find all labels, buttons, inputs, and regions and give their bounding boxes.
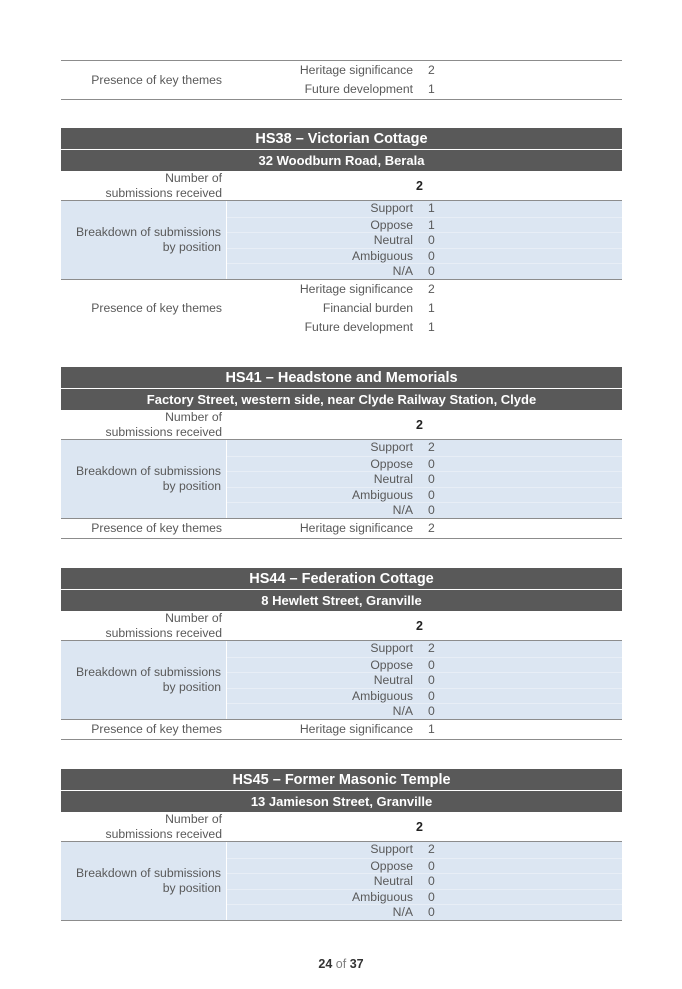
- current-page: 24: [318, 957, 333, 971]
- themes-values: [227, 519, 622, 538]
- position-item: N/A 0: [227, 703, 622, 719]
- submissions-label: Number of submissions received: [105, 610, 222, 640]
- breakdown-values: [227, 842, 622, 920]
- submissions-row: [61, 611, 622, 641]
- theme-item: Future development 1: [304, 319, 435, 334]
- item-title: HS41 – Headstone and Memorials: [61, 367, 622, 389]
- themes-row: [61, 280, 622, 337]
- themes-row: [61, 60, 622, 100]
- position-item: Oppose 0: [227, 657, 622, 673]
- themes-row: [61, 720, 622, 740]
- position-item: N/A 0: [227, 502, 622, 518]
- position-item: N/A 0: [227, 263, 622, 279]
- themes-row: [61, 519, 622, 539]
- position-item: Support 2: [370, 440, 435, 454]
- breakdown-label: Breakdown of submissions by position: [61, 842, 227, 920]
- position-item: Neutral 0: [227, 672, 622, 688]
- page-number: [0, 957, 682, 971]
- item-address: 32 Woodburn Road, Berala: [61, 150, 622, 171]
- partial-table: [61, 60, 622, 100]
- breakdown-row: [61, 201, 622, 280]
- submissions-row: [61, 171, 622, 201]
- position-item: N/A 0: [227, 904, 622, 920]
- themes-values: [227, 61, 622, 99]
- theme-item: Heritage significance 1: [299, 721, 435, 736]
- position-item: Oppose 1: [227, 217, 622, 233]
- themes-label: Presence of key themes: [91, 721, 222, 736]
- position-item: Ambiguous 0: [227, 487, 622, 503]
- theme-item: Heritage significance 2: [299, 281, 435, 296]
- position-item: Ambiguous 0: [227, 248, 622, 264]
- position-item: Ambiguous 0: [227, 688, 622, 704]
- heritage-table-hs41: [61, 367, 622, 539]
- submissions-row: [61, 812, 622, 842]
- submissions-count: 2: [416, 618, 423, 633]
- breakdown-label: Breakdown of submissions by position: [61, 641, 227, 719]
- position-item: Support 2: [370, 842, 435, 856]
- submissions-label: Number of submissions received: [105, 409, 222, 439]
- theme-item: Heritage significance 2: [299, 520, 435, 535]
- submissions-count: 2: [416, 417, 423, 432]
- submissions-count: 2: [416, 178, 423, 193]
- item-address: Factory Street, western side, near Clyde Railway Station, Clyde: [61, 389, 622, 410]
- themes-label: Presence of key themes: [91, 520, 222, 535]
- breakdown-row: [61, 842, 622, 921]
- breakdown-label: Breakdown of submissions by position: [61, 201, 227, 279]
- position-item: Neutral 0: [227, 232, 622, 248]
- item-address: 13 Jamieson Street, Granville: [61, 791, 622, 812]
- heritage-table-hs38: [61, 128, 622, 337]
- position-item: Oppose 0: [227, 858, 622, 874]
- position-item: Neutral 0: [227, 471, 622, 487]
- position-item: Ambiguous 0: [227, 889, 622, 905]
- page-of: of: [335, 957, 347, 971]
- breakdown-values: [227, 201, 622, 279]
- theme-item: Heritage significance 2: [299, 63, 435, 77]
- item-title: HS45 – Former Masonic Temple: [61, 769, 622, 791]
- themes-values: [227, 280, 622, 337]
- themes-label: Presence of key themes: [91, 72, 222, 87]
- breakdown-row: [61, 440, 622, 519]
- position-item: Oppose 0: [227, 456, 622, 472]
- item-address: 8 Hewlett Street, Granville: [61, 590, 622, 611]
- breakdown-row: [61, 641, 622, 720]
- heritage-table-hs44: [61, 568, 622, 740]
- themes-label: Presence of key themes: [91, 300, 222, 315]
- theme-item: Future development 1: [304, 82, 435, 96]
- submissions-label: Number of submissions received: [105, 170, 222, 200]
- position-item: Support 2: [370, 641, 435, 655]
- item-title: HS38 – Victorian Cottage: [61, 128, 622, 150]
- submissions-label: Number of submissions received: [105, 811, 222, 841]
- breakdown-values: [227, 641, 622, 719]
- position-item: Support 1: [370, 201, 435, 215]
- item-title: HS44 – Federation Cottage: [61, 568, 622, 590]
- heritage-table-hs45: [61, 769, 622, 921]
- theme-item: Financial burden 1: [322, 300, 435, 315]
- submissions-count: 2: [416, 819, 423, 834]
- submissions-row: [61, 410, 622, 440]
- position-item: Neutral 0: [227, 873, 622, 889]
- themes-values: [227, 720, 622, 739]
- breakdown-values: [227, 440, 622, 518]
- total-pages: 37: [349, 957, 364, 971]
- breakdown-label: Breakdown of submissions by position: [61, 440, 227, 518]
